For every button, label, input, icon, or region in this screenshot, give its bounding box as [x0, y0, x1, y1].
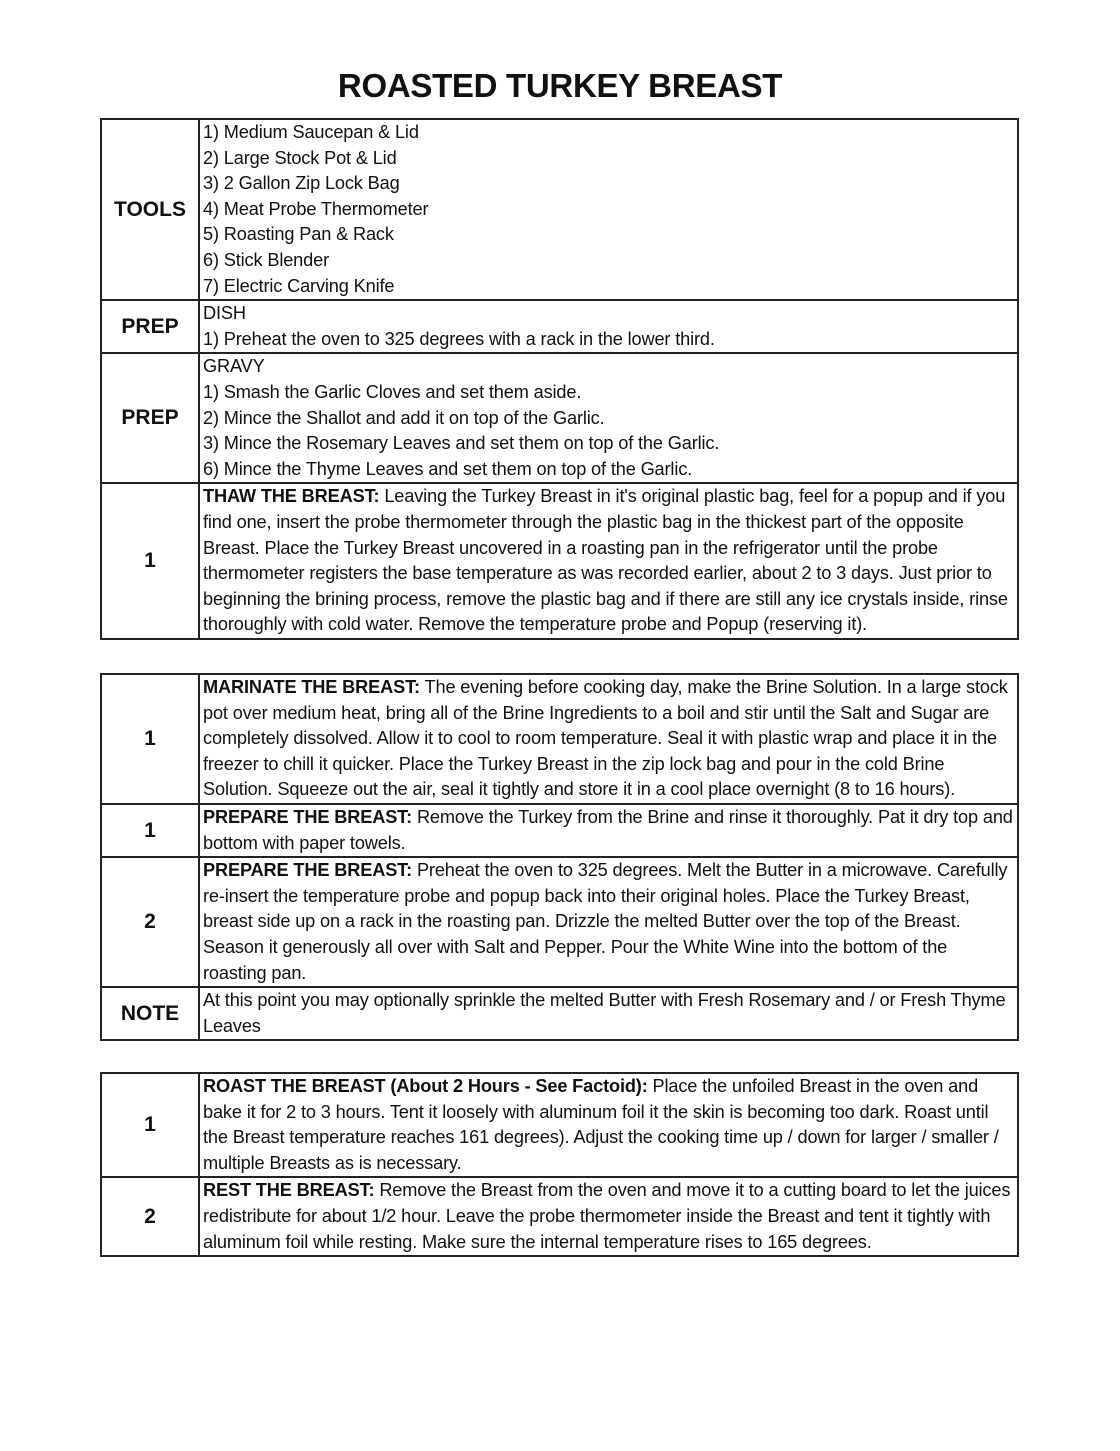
step-content	[199, 1177, 1018, 1256]
tool-item: 2) Large Stock Pot & Lid	[203, 147, 397, 168]
step-number: 2	[101, 857, 199, 987]
row-label: PREP	[101, 300, 199, 353]
tool-item: 1) Medium Saucepan & Lid	[203, 122, 419, 142]
row-label: TOOLS	[101, 119, 199, 300]
note-label: NOTE	[101, 987, 199, 1040]
prep-gravy-content	[199, 353, 1018, 483]
table-row-step	[101, 674, 1018, 804]
row-label: PREP	[101, 353, 199, 483]
step-number: 1	[101, 674, 199, 804]
tools-list	[199, 119, 1018, 300]
prep-item: 3) Mince the Rosemary Leaves and set them on top of the Garlic.	[203, 433, 720, 454]
step-text: Remove the Breast from the oven and move it to a cutting board to let the juices redistribute for about 1/2 hour. Leave the probe thermometer inside the Breast and tent it tightly with aluminum foil while resting. Make sure the internal temperature rises to 165 degrees.	[203, 1180, 1011, 1252]
step-content	[199, 857, 1018, 987]
tool-item: 6) Stick Blender	[203, 249, 329, 270]
step-number: 1	[101, 1073, 199, 1177]
prep-item: 2) Mince the Shallot and add it on top of the Garlic.	[203, 407, 605, 428]
recipe-title: ROASTED TURKEY BREAST	[337, 67, 783, 104]
step-text: Preheat the oven to 325 degrees. Melt the Butter in a microwave. Carefully re-insert the temperature probe and popup back into their original holes. Place the Turkey Breast, breast side up on a rack in the roasting pan. Drizzle the melted Butter over the top of the Breast. Season it generously all over with Salt and Pepper. Pour the White Wine into the bottom of the roasting pan.	[203, 860, 1008, 983]
step-number: 1	[101, 804, 199, 857]
table-row-step	[101, 804, 1018, 857]
step-text: Leaving the Turkey Breast in it's original plastic bag, feel for a popup and if you find one, insert the probe thermometer through the plastic bag in the thickest part of the opposite Breast. Place the Turkey Breast uncovered in a roasting pan in the refrigerator until the probe thermometer registers the base temperature as was recorded earlier, about 2 to 3 days. Just prior to beginning the brining process, remove the plastic bag and if there are still any ice crystals inside, rinse thoroughly with cold water. Remove the temperature probe and Popup (reserving it).	[203, 486, 1008, 635]
recipe-table-marinate	[100, 673, 1019, 1041]
step-heading: MARINATE THE BREAST:	[203, 677, 420, 697]
prep-item: 1) Smash the Garlic Cloves and set them aside.	[203, 381, 582, 402]
step-heading: ROAST THE BREAST (About 2 Hours - See Factoid):	[203, 1076, 648, 1096]
table-row-step	[101, 857, 1018, 987]
recipe-table-roast	[100, 1072, 1019, 1257]
note-text: At this point you may optionally sprinkle the melted Butter with Fresh Rosemary and / or Fresh Thyme Leaves	[203, 990, 1006, 1036]
table-row-note	[101, 987, 1018, 1040]
step-text: Remove the Turkey from the Brine and rinse it thoroughly. Pat it dry top and bottom with paper towels.	[203, 806, 1013, 853]
section-heading: GRAVY	[203, 356, 265, 377]
step-content	[199, 804, 1018, 857]
table-row-prep-dish	[101, 300, 1018, 353]
note-content	[199, 987, 1018, 1040]
recipe-table-preparation	[100, 118, 1019, 640]
step-heading: THAW THE BREAST:	[203, 486, 380, 507]
prep-item: 6) Mince the Thyme Leaves and set them on top of the Garlic.	[203, 458, 693, 479]
step-content	[199, 1073, 1018, 1177]
tool-item: 3) 2 Gallon Zip Lock Bag	[203, 173, 400, 194]
table-row-step	[101, 1177, 1018, 1256]
step-heading: PREPARE THE BREAST:	[203, 860, 413, 881]
step-text: Place the unfoiled Breast in the oven and bake it for 2 to 3 hours. Tent it loosely with aluminum foil it the skin is becoming too dark. Roast until the Breast temperature reaches 161 degrees). Adjust the cooking time up / down for larger / smaller / multiple Breasts as is necessary.	[203, 1076, 999, 1173]
table-row-step	[101, 1073, 1018, 1177]
step-content	[199, 674, 1018, 804]
step-text: The evening before cooking day, make the Brine Solution. In a large stock pot over medium heat, bring all of the Brine Ingredients to a boil and stir until the Salt and Sugar are completely dissolved. Allow it to cool to room temperature. Seal it with plastic wrap and place it in the freezer to chill it quicker. Place the Turkey Breast in the zip lock bag and pour in the cold Brine Solution. Squeeze out the air, seal it tightly and store it in a cool place overnight (8 to 16 hours).	[203, 677, 1008, 800]
tool-item: 7) Electric Carving Knife	[203, 275, 395, 296]
table-row-prep-gravy	[101, 353, 1018, 483]
table-row-step	[101, 483, 1018, 639]
section-heading: DISH	[203, 303, 246, 324]
tool-item: 4) Meat Probe Thermometer	[203, 198, 429, 219]
step-content	[199, 483, 1018, 639]
prep-dish-content	[199, 300, 1018, 353]
step-heading: PREPARE THE BREAST:	[203, 806, 413, 827]
step-number: 2	[101, 1177, 199, 1256]
step-heading: REST THE BREAST:	[203, 1180, 375, 1201]
prep-item: 1) Preheat the oven to 325 degrees with a rack in the lower third.	[203, 328, 715, 349]
tool-item: 5) Roasting Pan & Rack	[203, 224, 394, 245]
step-number: 1	[101, 483, 199, 639]
table-row-tools	[101, 119, 1018, 300]
